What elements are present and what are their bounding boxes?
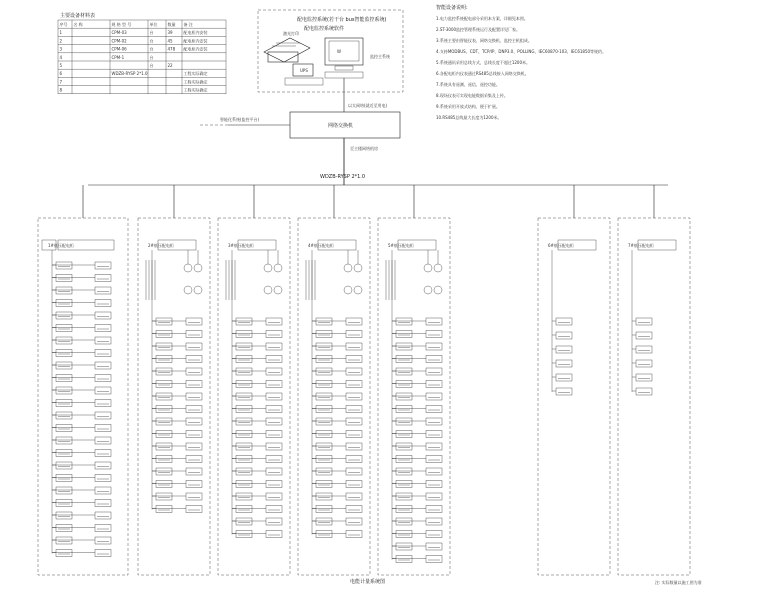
panel-label-7: 7#低压配电柜: [628, 243, 654, 248]
ct-icon: [194, 264, 202, 272]
meter-icon: [56, 450, 72, 457]
meter-icon: [236, 518, 252, 525]
bus-label: 至主楼网络机房: [350, 146, 378, 151]
meter-icon: [56, 537, 72, 544]
meter-icon: [56, 525, 72, 532]
meter-icon: [316, 356, 332, 363]
meter-icon: [316, 531, 332, 538]
cable-label: WDZB-RYSP 2*1.0: [320, 174, 366, 180]
meter-icon: [56, 475, 72, 482]
meter-icon: [346, 418, 362, 425]
legend-cell: CPM-06: [111, 46, 127, 52]
meter-icon: [266, 381, 282, 388]
meter-icon: [426, 518, 442, 525]
footer-right-caption: 注: 实际数量以施工图为准: [655, 580, 702, 585]
legend-header-cell: 规 格 型 号: [111, 22, 132, 27]
legend-cell: 45: [167, 38, 173, 44]
meter-icon: [56, 262, 72, 269]
meter-icon: [95, 362, 111, 369]
meter-icon: [186, 468, 202, 475]
legend-cell: 台: [149, 46, 154, 52]
meter-icon: [156, 418, 172, 425]
panel-boundary: [618, 218, 690, 575]
meter-icon: [186, 318, 202, 325]
meter-icon: [56, 387, 72, 394]
note-5: 5.系统通讯采用总线方式，总线长度不超过1200米。: [436, 60, 530, 65]
meter-icon: [266, 368, 282, 375]
svg-text:W: W: [337, 49, 341, 54]
meter-icon: [236, 481, 252, 488]
printer-label: 激光打印: [283, 31, 299, 36]
meter-icon: [156, 381, 172, 388]
meter-icon: [396, 343, 412, 350]
meter-icon: [396, 531, 412, 538]
meter-icon: [156, 343, 172, 350]
meter-icon: [426, 368, 442, 375]
legend-header-cell: 单位: [149, 22, 158, 27]
meter-icon: [426, 531, 442, 538]
legend-title: 主要设备材料表: [60, 13, 96, 19]
meter-icon: [636, 318, 652, 325]
meter-icon: [396, 356, 412, 363]
legend-cell: 配电柜内安装: [183, 38, 208, 44]
meter-icon: [95, 512, 111, 519]
printer-icon: [264, 38, 310, 62]
meter-icon: [426, 468, 442, 475]
panel-label-5: 5#低压配电柜: [388, 243, 414, 248]
meter-icon: [236, 418, 252, 425]
meter-icon: [346, 406, 362, 413]
meter-icon: [266, 493, 282, 500]
meter-icon: [95, 450, 111, 457]
meter-icon: [95, 262, 111, 269]
meter-icon: [426, 343, 442, 350]
meter-icon: [396, 556, 412, 563]
legend-header-cell: 备 注: [183, 22, 193, 27]
meter-icon: [95, 437, 111, 444]
meter-icon: [156, 468, 172, 475]
meter-icon: [266, 356, 282, 363]
meter-icon: [56, 512, 72, 519]
ct-icon: [184, 264, 192, 272]
meter-icon: [56, 312, 72, 319]
legend-cell: 478: [167, 46, 176, 52]
meter-icon: [236, 531, 252, 538]
meter-icon: [56, 425, 72, 432]
meter-icon: [156, 331, 172, 338]
meter-icon: [346, 443, 362, 450]
meter-icon: [156, 443, 172, 450]
meter-icon: [56, 437, 72, 444]
meter-icon: [186, 506, 202, 513]
meter-icon: [186, 443, 202, 450]
meter-icon: [95, 550, 111, 557]
note-10: 10.RS485总线最大长度为1200米。: [436, 115, 502, 120]
legend-cell: 台: [149, 30, 154, 36]
ct-icon: [354, 264, 362, 272]
notes-block: [436, 4, 606, 120]
ct-icon: [274, 264, 282, 272]
note-1: 1.电力监控系统配电部分采用本方案，详细见本图。: [436, 16, 528, 21]
legend-cell: 6: [59, 71, 63, 77]
legend-header-cell: 名 称: [73, 22, 83, 27]
meter-icon: [266, 318, 282, 325]
legend-cell: WDZB-RYSP 2*1.0: [111, 71, 148, 77]
meter-icon: [556, 332, 572, 339]
legend-cell: 台: [149, 63, 154, 68]
legend-cell: 39: [167, 30, 173, 36]
meter-icon: [56, 550, 72, 557]
meter-icon: [56, 337, 72, 344]
legend-cell: 3: [59, 46, 63, 52]
meter-icon: [186, 418, 202, 425]
meter-icon: [346, 506, 362, 513]
meter-icon: [346, 431, 362, 438]
meter-icon: [396, 431, 412, 438]
legend-cell: 工程实际确定: [183, 79, 208, 85]
meter-icon: [316, 393, 332, 400]
ct-icon: [184, 286, 192, 294]
meter-icon: [156, 506, 172, 513]
legend-cell: 工程实际确定: [183, 87, 208, 93]
meter-icon: [95, 275, 111, 282]
meter-icon: [236, 343, 252, 350]
legend-cell: 1: [59, 30, 63, 36]
meter-icon: [636, 374, 652, 381]
meter-icon: [316, 406, 332, 413]
monitor-label: 监控主系统: [370, 54, 390, 59]
meter-icon: [266, 443, 282, 450]
meter-icon: [636, 388, 652, 395]
meter-icon: [56, 300, 72, 307]
meter-icon: [156, 456, 172, 463]
meter-icon: [426, 431, 442, 438]
panel-label-3: 3#低压配电柜: [228, 243, 254, 248]
meter-icon: [396, 456, 412, 463]
legend-cell: 工程实际确定: [183, 71, 208, 77]
meter-icon: [396, 368, 412, 375]
meter-icon: [156, 393, 172, 400]
meter-icon: [95, 462, 111, 469]
ct-icon: [434, 264, 442, 272]
meter-icon: [266, 431, 282, 438]
meter-icon: [346, 468, 362, 475]
footer-title: 电能计量系统图: [350, 579, 386, 585]
meter-icon: [95, 537, 111, 544]
control-room: [258, 10, 403, 92]
meter-icon: [236, 406, 252, 413]
meter-icon: [156, 318, 172, 325]
meter-icon: [396, 381, 412, 388]
meter-icon: [266, 331, 282, 338]
meter-icon: [56, 487, 72, 494]
meter-icon: [236, 356, 252, 363]
meter-icon: [396, 443, 412, 450]
panel-boundary: [538, 218, 610, 575]
meter-icon: [56, 362, 72, 369]
meter-icon: [236, 506, 252, 513]
meter-icon: [316, 418, 332, 425]
meter-icon: [426, 556, 442, 563]
meter-icon: [396, 468, 412, 475]
meter-icon: [186, 406, 202, 413]
panel-label-1: 1#低压配电柜: [48, 243, 74, 248]
meter-icon: [316, 506, 332, 513]
meter-icon: [636, 346, 652, 353]
meter-icon: [316, 381, 332, 388]
meter-icon: [95, 375, 111, 382]
meter-icon: [266, 518, 282, 525]
ct-icon: [434, 286, 442, 294]
monitor-icon: [325, 38, 363, 78]
meter-icon: [186, 381, 202, 388]
network-gateway: [290, 112, 400, 138]
meter-icon: [346, 343, 362, 350]
ct-icon: [194, 286, 202, 294]
meter-icon: [186, 368, 202, 375]
meter-icon: [346, 481, 362, 488]
legend-cell: 5: [59, 63, 63, 68]
meter-icon: [316, 343, 332, 350]
meter-icon: [95, 525, 111, 532]
meter-icon: [186, 331, 202, 338]
meter-icon: [95, 500, 111, 507]
meter-icon: [316, 443, 332, 450]
meter-icon: [236, 331, 252, 338]
legend-cell: 配电柜内安装: [183, 30, 208, 36]
legend-header-cell: 数量: [167, 22, 176, 27]
ct-icon: [424, 286, 432, 294]
meter-icon: [56, 500, 72, 507]
meter-icon: [95, 350, 111, 357]
legend-cell: CPM-03: [111, 30, 127, 36]
gateway-label: 网络交换机: [328, 123, 354, 129]
meter-icon: [396, 393, 412, 400]
meter-icon: [346, 356, 362, 363]
meter-icon: [95, 425, 111, 432]
meter-icon: [186, 343, 202, 350]
ct-icon: [344, 264, 352, 272]
meter-icon: [396, 318, 412, 325]
meter-icon: [95, 312, 111, 319]
meter-icon: [95, 287, 111, 294]
meter-icon: [396, 418, 412, 425]
ct-icon: [264, 286, 272, 294]
meter-icon: [396, 506, 412, 513]
legend-cell: 7: [59, 79, 63, 85]
ups-label: UPS: [300, 68, 308, 73]
meter-icon: [56, 287, 72, 294]
meter-icon: [346, 331, 362, 338]
meter-icon: [236, 468, 252, 475]
meter-icon: [56, 275, 72, 282]
meter-icon: [316, 456, 332, 463]
ct-icon: [264, 264, 272, 272]
legend-cell: CPM-1: [111, 54, 125, 60]
meter-icon: [156, 368, 172, 375]
meter-icon: [556, 318, 572, 325]
meter-icon: [236, 443, 252, 450]
meter-icon: [346, 368, 362, 375]
meter-icon: [636, 332, 652, 339]
meter-icon: [95, 475, 111, 482]
meter-icon: [56, 400, 72, 407]
meter-icon: [266, 456, 282, 463]
meter-icon: [95, 412, 111, 419]
meter-icon: [636, 360, 652, 367]
meter-icon: [56, 325, 72, 332]
meter-icon: [316, 331, 332, 338]
notes-title: 智能设备说明:: [436, 5, 468, 11]
meter-icon: [316, 468, 332, 475]
meter-icon: [156, 431, 172, 438]
panel-boundary: [38, 218, 128, 575]
meter-icon: [95, 387, 111, 394]
note-2: 2.ST-3000监控管理系统运行及配置详见厂家。: [436, 27, 521, 32]
meter-icon: [236, 493, 252, 500]
panel-label-6: 6#低压配电柜: [548, 243, 574, 248]
meter-icon: [316, 518, 332, 525]
meter-icon: [556, 374, 572, 381]
meter-icon: [316, 493, 332, 500]
meter-icon: [186, 393, 202, 400]
meter-icon: [556, 346, 572, 353]
meter-icon: [346, 518, 362, 525]
meter-icon: [266, 343, 282, 350]
meter-icon: [426, 331, 442, 338]
meter-icon: [396, 543, 412, 550]
ethernet-label: 以太网络(就近至用电): [348, 103, 388, 108]
meter-icon: [346, 318, 362, 325]
meter-icon: [186, 456, 202, 463]
meter-icon: [95, 400, 111, 407]
equipment-legend-table: [58, 12, 226, 94]
legend-cell: 台: [149, 38, 154, 44]
meter-icon: [266, 418, 282, 425]
meter-icon: [186, 431, 202, 438]
meter-icon: [236, 368, 252, 375]
meter-icon: [56, 375, 72, 382]
meter-icon: [346, 456, 362, 463]
meter-icon: [396, 481, 412, 488]
legend-cell: 台: [149, 54, 154, 60]
meter-icon: [186, 481, 202, 488]
meter-icon: [316, 481, 332, 488]
meter-icon: [346, 381, 362, 388]
ct-icon: [354, 286, 362, 294]
meter-icon: [266, 506, 282, 513]
meter-icon: [426, 493, 442, 500]
meter-icon: [426, 481, 442, 488]
meter-icon: [186, 493, 202, 500]
legend-cell: CPM-02: [111, 38, 127, 44]
meter-icon: [186, 356, 202, 363]
meter-icon: [396, 406, 412, 413]
meter-icon: [426, 406, 442, 413]
meter-icon: [95, 337, 111, 344]
note-6: 6.各配电柜内仪表通过RS485总线接入网络交换机。: [436, 71, 529, 76]
meter-icon: [156, 356, 172, 363]
meter-icon: [316, 431, 332, 438]
meter-icon: [156, 493, 172, 500]
meter-icon: [266, 481, 282, 488]
meter-icon: [56, 350, 72, 357]
legend-cell: 8: [59, 87, 63, 93]
meter-icon: [56, 412, 72, 419]
legend-header-cell: 序号: [59, 22, 68, 27]
panel-label-4: 4#低压配电柜: [308, 243, 334, 248]
meter-icon: [426, 443, 442, 450]
note-4: 4.支持MODBUS、CDT、TCP/IP、DNP3.0、POLLING、IEC60870-103、IEC61850等规约。: [436, 49, 607, 54]
meter-icon: [426, 543, 442, 550]
meter-icon: [266, 393, 282, 400]
meter-icon: [316, 318, 332, 325]
meter-icon: [95, 487, 111, 494]
meter-icon: [426, 506, 442, 513]
legend-cell: 22: [167, 63, 173, 68]
meter-icon: [156, 406, 172, 413]
note-9: 9.系统采用开放式结构，便于扩展。: [436, 104, 500, 109]
meter-icon: [396, 518, 412, 525]
meter-icon: [346, 393, 362, 400]
meter-icon: [236, 456, 252, 463]
meter-icon: [556, 360, 572, 367]
meter-icon: [396, 331, 412, 338]
meter-icon: [236, 318, 252, 325]
meter-icon: [266, 468, 282, 475]
panel-label-2: 2#低压配电柜: [148, 243, 174, 248]
meter-icon: [426, 393, 442, 400]
legend-cell: 2: [59, 38, 63, 44]
ct-icon: [274, 286, 282, 294]
meter-icon: [426, 418, 442, 425]
meter-icon: [156, 481, 172, 488]
meter-icon: [396, 493, 412, 500]
note-8: 8.现场仪表可实现电能数据采集及上传。: [436, 93, 508, 98]
note-3: 3.系统主要由智能仪表、网络交换机、监控主机组成。: [436, 38, 532, 43]
meter-icon: [236, 431, 252, 438]
meter-icon: [426, 318, 442, 325]
meter-icon: [56, 462, 72, 469]
meter-icon: [426, 456, 442, 463]
meter-icon: [266, 531, 282, 538]
legend-cell: 4: [59, 54, 63, 60]
note-7: 7.系统具有遥测、遥信、遥控功能。: [436, 82, 500, 87]
meter-icon: [236, 381, 252, 388]
station-subtitle: 配电监控系统软件: [304, 26, 345, 32]
legend-cell: 配电柜内安装: [183, 46, 208, 52]
ct-icon: [424, 264, 432, 272]
ct-icon: [344, 286, 352, 294]
meter-icon: [426, 356, 442, 363]
meter-icon: [556, 388, 572, 395]
meter-icon: [346, 493, 362, 500]
station-title: 配电监控系统(若干台 bus智能监控系统): [297, 17, 387, 23]
meter-icon: [95, 325, 111, 332]
meter-icon: [426, 381, 442, 388]
meter-icon: [316, 368, 332, 375]
meter-icon: [346, 531, 362, 538]
meter-icon: [266, 406, 282, 413]
left-link-label: 智能化系统(监控平台): [220, 117, 260, 122]
meter-icon: [236, 393, 252, 400]
meter-icon: [95, 300, 111, 307]
